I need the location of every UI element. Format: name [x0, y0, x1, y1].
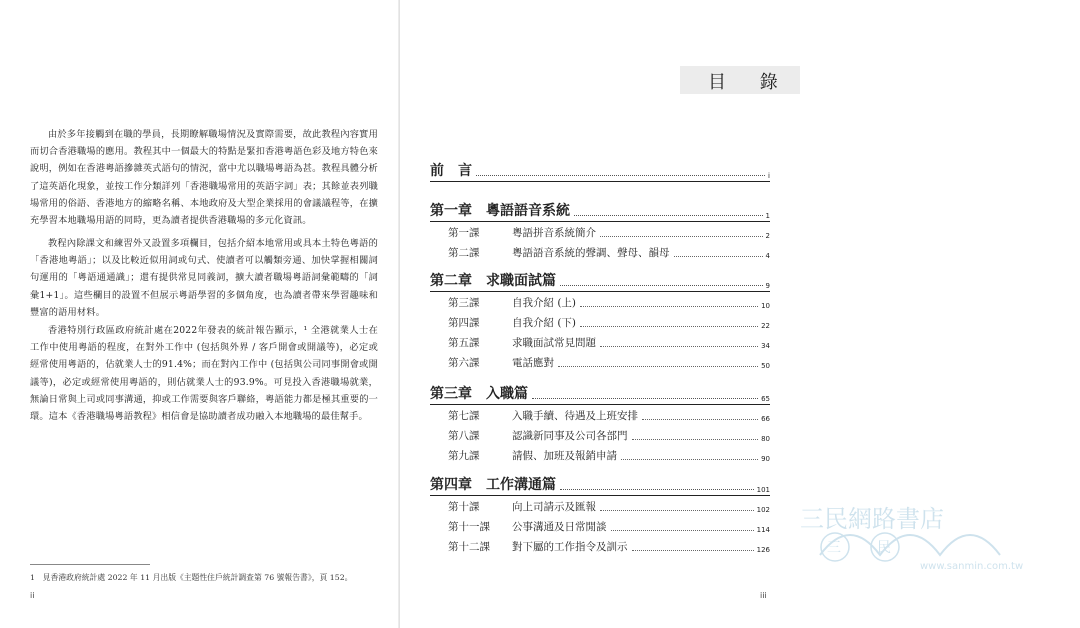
lesson-label: 第十課 [448, 501, 480, 513]
toc-lesson[interactable] [448, 428, 770, 443]
lesson-page: 4 [765, 252, 770, 260]
chapter-label: 第一章 [430, 203, 472, 219]
watermark-text: 三民網路書店 [800, 505, 944, 533]
chapter-label: 第四章 [430, 477, 472, 493]
chapter-rule [430, 404, 770, 405]
dot-leader [560, 489, 754, 490]
lesson-title: 入職手續、待遇及上班安排 [512, 410, 638, 422]
toc-lesson[interactable] [448, 245, 770, 260]
chapter-label: 第二章 [430, 273, 472, 289]
lesson-title: 請假、加班及報銷申請 [512, 450, 617, 462]
intro-paragraph-3: 香港特別行政區政府統計處在2022年發表的統計報告顯示，¹ 全港就業人士在工作中使用粵語的程度，在對外工作中 (包括與外界 / 客戶開會或開議等)，必定或經常使用粵語的，佔就業人士的91.4%；而在對內工作中 (包括與公司同事開會或開議等)，必定或經常使用粵語的，則佔就業人士的93.9%。可見投入香港職場就業，無論日常與上司或同事溝通，抑或工作需要與客戶聯絡，粵語能力都是極其重要的一環。這本《香港職場粵語教程》相信會是協助讀者成功融入本地職場的最佳幫手。 [30, 325, 378, 423]
lesson-page: 102 [756, 506, 770, 514]
lesson-page: 90 [761, 455, 770, 463]
lesson-label: 第七課 [448, 410, 480, 422]
dot-leader [560, 285, 763, 286]
lesson-page: 126 [756, 546, 770, 554]
dot-leader [600, 510, 754, 511]
lesson-label: 第九課 [448, 450, 480, 462]
lesson-label: 第六課 [448, 357, 480, 369]
lesson-label: 第八課 [448, 430, 480, 442]
intro-paragraph-1: 由於多年接觸到在職的學員，長期瞭解職場情況及實際需要，故此教程內容實用而切合香港職場的應用。教程其中一個最大的特點是緊扣香港粵語色彩及地方特色來說明，例如在香港粵語摻雜英式語句的情況，當中尤以職場粵語為甚。教程具體分析了這英語化現象，並按工作分類詳列「香港職場常用的英語字詞」表；其餘並表列職場常用的俗語、香港地方的縮略名稱、本地政府及大型企業採用的會議議程等，在擴充學習本地職場用語的同時，更為讀者提供香港職場的多元化資訊。 [30, 129, 378, 227]
lesson-title: 自我介紹 (上) [512, 297, 577, 309]
lesson-title: 粵語拼音系統簡介 [512, 227, 596, 239]
lesson-page: 114 [756, 526, 770, 534]
chapter-rule [430, 181, 770, 182]
left-page [0, 0, 399, 628]
chapter-page: 9 [765, 282, 770, 290]
dot-leader [600, 236, 763, 237]
dot-leader [574, 215, 763, 216]
toc-lesson[interactable] [448, 355, 770, 370]
dot-leader [632, 550, 754, 551]
page-number-left: ii [30, 591, 35, 600]
lesson-page: 2 [765, 232, 770, 240]
chapter-title: 入職篇 [486, 386, 528, 402]
toc-lesson[interactable] [448, 295, 770, 310]
chapter-rule [430, 221, 770, 222]
toc-lesson[interactable] [448, 315, 770, 330]
toc-chapter[interactable] [430, 270, 770, 290]
watermark-arches [820, 535, 1000, 555]
lesson-title: 公事溝通及日常閒談 [512, 521, 607, 533]
dot-leader [580, 306, 758, 307]
lesson-title: 粵語語音系統的聲調、聲母、韻母 [512, 247, 670, 259]
chapter-page: 101 [756, 486, 770, 494]
dot-leader [621, 459, 758, 460]
lesson-title: 自我介紹 (下) [512, 317, 577, 329]
dot-leader [558, 366, 758, 367]
dot-leader [642, 419, 758, 420]
lesson-title: 電話應對 [512, 357, 554, 369]
dot-leader [600, 346, 758, 347]
lesson-label: 第五課 [448, 337, 480, 349]
chapter-page: 1 [765, 212, 770, 220]
lesson-page: 50 [761, 362, 770, 370]
lesson-label: 第三課 [448, 297, 480, 309]
chapter-label: 第三章 [430, 386, 472, 402]
lesson-title: 對下屬的工作指令及訓示 [512, 541, 628, 553]
footnote: 1 見香港政府統計處 2022 年 11 月出版《主題性住戶統計調查第 76 號報告書》，頁 152。 [30, 573, 353, 582]
dot-leader [532, 398, 758, 399]
chapter-rule [430, 291, 770, 292]
watermark [780, 505, 1080, 575]
watermark-char: 民 [877, 540, 891, 556]
toc-lesson[interactable] [448, 225, 770, 240]
toc-preface[interactable] [430, 160, 770, 180]
lesson-title: 認識新同事及公司各部門 [512, 430, 628, 442]
chapter-page: 65 [761, 395, 770, 403]
dot-leader [580, 326, 758, 327]
lesson-page: 10 [761, 302, 770, 310]
lesson-page: 80 [761, 435, 770, 443]
toc-lesson[interactable] [448, 519, 770, 534]
preface-page: i [768, 172, 770, 180]
page-number-right: iii [760, 591, 767, 600]
toc-title: 目 錄 [708, 72, 792, 93]
toc-lesson[interactable] [448, 408, 770, 423]
lesson-title: 向上司請示及匯報 [512, 501, 596, 513]
chapter-title: 粵語語音系統 [486, 203, 570, 219]
dot-leader [632, 439, 759, 440]
lesson-page: 22 [761, 322, 770, 330]
toc-chapter[interactable] [430, 200, 770, 220]
toc-lesson[interactable] [448, 335, 770, 350]
toc-lesson[interactable] [448, 448, 770, 463]
right-page [400, 0, 1024, 628]
intro-paragraph-2: 教程內除課文和練習外又設置多項欄目，包括介紹本地常用或具本土特色粵語的「香港地粵語」；以及比較近似用詞或句式、使讀者可以觸類旁通、加快掌握相關詞句運用的「粵語通通識」；還有提供常見同義詞，擴大讀者職場粵語詞彙範疇的「詞彙1+1」。這些欄目的設置不但展示粵語學習的多個角度，也為讀者帶來學習趣味和豐富的語用材料。 [30, 238, 378, 318]
lesson-label: 第十二課 [448, 541, 490, 553]
toc-lesson[interactable] [448, 539, 770, 554]
lesson-label: 第二課 [448, 247, 480, 259]
footnote-divider [30, 564, 150, 565]
watermark-char: 三 [827, 540, 841, 556]
lesson-page: 34 [761, 342, 770, 350]
lesson-label: 第四課 [448, 317, 480, 329]
dot-leader [476, 175, 765, 176]
chapter-rule [430, 495, 770, 496]
toc-chapter[interactable] [430, 474, 770, 494]
toc-lesson[interactable] [448, 499, 770, 514]
chapter-title: 工作溝通篇 [486, 477, 556, 493]
lesson-label: 第一課 [448, 227, 480, 239]
lesson-title: 求職面試常見問題 [512, 337, 596, 349]
toc-chapter[interactable] [430, 383, 770, 403]
preface-label: 前 言 [430, 163, 472, 179]
dot-leader [674, 256, 763, 257]
dot-leader [611, 530, 754, 531]
lesson-label: 第十一課 [448, 521, 490, 533]
lesson-page: 66 [761, 415, 770, 423]
chapter-title: 求職面試篇 [486, 273, 556, 289]
watermark-url: www.sanmin.com.tw [920, 561, 1024, 572]
